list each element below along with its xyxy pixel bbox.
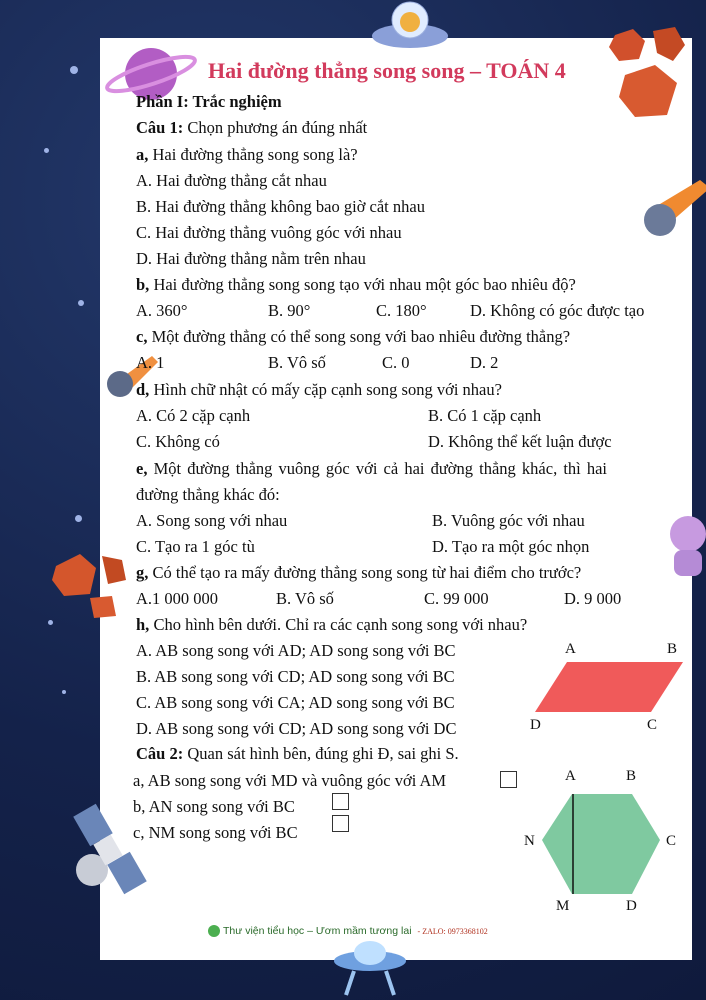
vertex-label: C bbox=[647, 717, 658, 733]
hexagon-figure bbox=[530, 780, 680, 910]
star-decoration bbox=[78, 300, 84, 306]
question-2-heading bbox=[136, 744, 459, 764]
meteor-icon bbox=[640, 180, 706, 240]
answer-option: C. 0 bbox=[382, 353, 410, 372]
answer-option: D. Tạo ra một góc nhọn bbox=[432, 537, 590, 556]
question-text: Cho hình bên dưới. Chỉ ra các cạnh song song với nhau? bbox=[149, 615, 528, 634]
answer-option: B. Vô số bbox=[276, 589, 334, 608]
vertex-label: N bbox=[524, 833, 535, 849]
star-decoration bbox=[70, 66, 78, 74]
answer-option: B. Vuông góc với nhau bbox=[432, 511, 585, 530]
leaf-logo-icon bbox=[208, 925, 220, 937]
vertex-label: A bbox=[565, 641, 576, 657]
footer-contact: - ZALO: 0973368102 bbox=[417, 927, 488, 936]
vertex-label: B bbox=[667, 641, 678, 657]
question-text: Hai đường thẳng song song tạo với nhau một góc bao nhiêu độ? bbox=[149, 275, 576, 294]
answer-option: A. AB song song với AD; AD song song với BC bbox=[136, 641, 456, 660]
section-heading: Phần I: Trắc nghiệm bbox=[136, 92, 282, 111]
answer-box[interactable] bbox=[500, 771, 517, 788]
answer-box[interactable] bbox=[332, 793, 349, 810]
question-text: Có thể tạo ra mấy đường thẳng song song từ hai điểm cho trước? bbox=[148, 563, 582, 582]
question-text: Quan sát hình bên, đúng ghi Đ, sai ghi S. bbox=[183, 744, 459, 763]
question-label: b, bbox=[136, 275, 150, 294]
asteroid-icon bbox=[50, 550, 130, 620]
answer-option: C. AB song song với CA; AD song song với BC bbox=[136, 693, 455, 712]
question-text: Hình chữ nhật có mấy cặp cạnh song song với nhau? bbox=[149, 380, 502, 399]
footer-credit bbox=[208, 925, 488, 937]
question-label: c, bbox=[136, 327, 148, 346]
answer-option: C. 180° bbox=[376, 301, 427, 320]
star-decoration bbox=[44, 148, 49, 153]
question-h bbox=[136, 615, 527, 635]
question-label: g, bbox=[136, 563, 149, 582]
vertex-label: C bbox=[666, 833, 677, 849]
answer-option: B. Vô số bbox=[268, 353, 326, 372]
answer-option: A. 360° bbox=[136, 301, 188, 320]
vertex-label: D bbox=[626, 898, 637, 914]
question-a bbox=[136, 145, 358, 165]
ufo-icon bbox=[330, 935, 410, 1000]
vertex-label: A bbox=[565, 768, 576, 784]
answer-option: B. Có 1 cặp cạnh bbox=[428, 406, 542, 425]
answer-option: D. Không thể kết luận được bbox=[428, 432, 612, 451]
question-label: e, bbox=[136, 459, 148, 478]
cat-astronaut-icon bbox=[666, 510, 706, 580]
question-label: a, bbox=[136, 145, 149, 164]
answer-option: D. 9 000 bbox=[564, 589, 622, 608]
asteroid-icon bbox=[605, 25, 705, 125]
footer-text: Thư viện tiểu học – Ươm mầm tương lai bbox=[223, 925, 412, 937]
page-title: Hai đường thẳng song song – TOÁN 4 bbox=[208, 58, 566, 83]
question-text: Một đường thẳng có thể song song với bao nhiêu đường thẳng? bbox=[147, 327, 571, 346]
answer-option: C. Không có bbox=[136, 432, 220, 451]
question-d bbox=[136, 380, 502, 400]
question-text-continued: đường thẳng khác đó: bbox=[136, 485, 280, 504]
vertex-label: B bbox=[626, 768, 637, 784]
parallelogram-figure bbox=[525, 640, 690, 740]
question-text: Hai đường thẳng song song là? bbox=[148, 145, 358, 164]
true-false-item: a, AB song song với MD và vuông góc với AM bbox=[133, 771, 447, 790]
hexagon-shape bbox=[542, 794, 660, 894]
answer-option: B. Hai đường thẳng không bao giờ cắt nhau bbox=[136, 197, 425, 216]
vertex-label: M bbox=[556, 898, 570, 914]
question-label: d, bbox=[136, 380, 150, 399]
answer-option: D. Không có góc được tạo bbox=[470, 301, 645, 320]
answer-option: C. 99 000 bbox=[424, 589, 489, 608]
answer-option: C. Hai đường thẳng vuông góc với nhau bbox=[136, 223, 402, 242]
vertex-label: D bbox=[530, 717, 541, 733]
question-c bbox=[136, 327, 570, 347]
answer-option: A. Có 2 cặp cạnh bbox=[136, 406, 251, 425]
answer-option: C. Tạo ra 1 góc tù bbox=[136, 537, 255, 556]
question-label: Câu 2: bbox=[136, 744, 184, 763]
answer-box[interactable] bbox=[332, 815, 349, 832]
star-decoration bbox=[62, 690, 66, 694]
question-label: Câu 1: bbox=[136, 118, 184, 137]
answer-option: A. Hai đường thẳng cắt nhau bbox=[136, 171, 327, 190]
answer-option: D. AB song song với CD; AD song song với DC bbox=[136, 719, 457, 738]
question-label: h, bbox=[136, 615, 150, 634]
star-decoration bbox=[75, 515, 82, 522]
question-text: Chọn phương án đúng nhất bbox=[183, 118, 368, 137]
answer-option: B. 90° bbox=[268, 301, 311, 320]
question-1-heading bbox=[136, 118, 367, 138]
true-false-item: b, AN song song với BC bbox=[133, 797, 295, 816]
true-false-item: c, NM song song với BC bbox=[133, 823, 298, 842]
answer-option: A. 1 bbox=[136, 353, 165, 372]
question-g bbox=[136, 563, 581, 583]
answer-option: B. AB song song với CD; AD song song với BC bbox=[136, 667, 455, 686]
question-e bbox=[136, 459, 607, 479]
parallelogram-shape bbox=[535, 662, 683, 712]
question-b bbox=[136, 275, 576, 295]
answer-option: A. Song song với nhau bbox=[136, 511, 288, 530]
answer-option: A.1 000 000 bbox=[136, 589, 219, 608]
question-text: Một đường thẳng vuông góc với cả hai đường thẳng khác, thì hai bbox=[147, 459, 608, 478]
star-decoration bbox=[48, 620, 53, 625]
ufo-cat-icon bbox=[370, 0, 450, 52]
answer-option: D. 2 bbox=[470, 353, 499, 372]
answer-option: D. Hai đường thẳng nằm trên nhau bbox=[136, 249, 366, 268]
